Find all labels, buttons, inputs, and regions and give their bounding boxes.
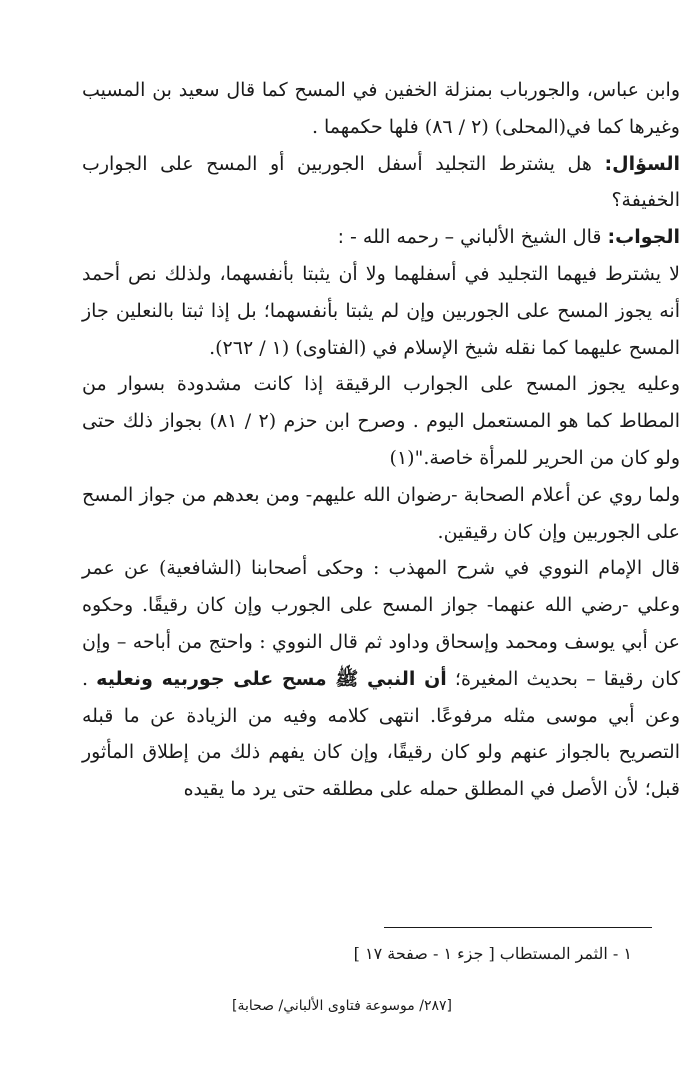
footnote: ١ - الثمر المستطاب [ جزء ١ - صفحة ١٧ ] bbox=[353, 944, 632, 963]
question-text: هل يشترط التجليد أسفل الجوربين أو المسح على الجوارب الخفيفة؟ bbox=[82, 152, 680, 212]
nawawi-text-end: . وعن أبي موسى مثله مرفوعًا. انتهى كلامه وفيه من الزيادة عن ما قبله التصريح بالجواز عنهم ولو كان رقيقًا، وإن كان يفهم ذلك من إطلاق المأثور قبل؛ لأن الأصل في المطلق حمله على مطلقه حتى يرد ما يقيده bbox=[82, 667, 680, 801]
question-label: السؤال: bbox=[604, 152, 680, 175]
paragraph-answer-3: ولما روي عن أعلام الصحابة -رضوان الله عليهم- ومن بعدهم من جواز المسح على الجوربين وإن كان رقيقين. bbox=[82, 483, 680, 543]
answer-text: قال الشيخ الألباني – رحمه الله - : bbox=[337, 226, 602, 249]
main-text bbox=[82, 72, 680, 808]
paragraph-answer-1: لا يشترط فيهما التجليد في أسفلهما ولا أن يثبتا بأنفسهما، ولذلك نص أحمد أنه يجوز المسح على الجوربين وإن لم يثبتا بأنفسهما؛ بل إذا ثبتا بالنعلين جاز المسح عليهما كما نقله شيخ الإسلام في (الفتاوى) (١ / ٢٦٢). bbox=[82, 262, 680, 359]
paragraph-intro: وابن عباس، والجورباب بمنزلة الخفين في المسح كما قال سعيد بن المسيب وغيرها كما في(المحلى) (٢ / ٨٦) فلها حكمهما . bbox=[82, 79, 680, 138]
page-footer: [٢٨٧/ موسوعة فتاوى الألباني/ صحابة] bbox=[232, 998, 452, 1014]
footnote-separator bbox=[384, 927, 652, 928]
answer-label: الجواب: bbox=[607, 226, 680, 249]
nawawi-text-start: قال الإمام النووي في شرح المهذب : وحكى أصحابنا (الشافعية) عن عمر وعلي -رضي الله عنهما- جواز المسح على الجورب وإن كان رقيقًا. وحكوه عن أبي يوسف ومحمد وإسحاق وداود ثم قال النووي : واحتج من أباحه – وإن كان رقيقا – بحديث المغيرة؛ bbox=[82, 557, 680, 690]
answer-heading bbox=[82, 219, 680, 256]
hadith-quote: أن النبي ﷺ مسح على جوربيه ونعليه bbox=[96, 667, 447, 690]
paragraph-answer-2: وعليه يجوز المسح على الجوارب الرقيقة إذا كانت مشدودة بسوار من المطاط كما هو المستعمل اليوم . وصرح ابن حزم (٢ / ٨١) بجواز ذلك حتى ولو كان من الحرير للمرأة خاصة."(١) bbox=[82, 373, 681, 469]
question-paragraph bbox=[82, 146, 680, 220]
paragraph-nawawi bbox=[82, 550, 680, 808]
